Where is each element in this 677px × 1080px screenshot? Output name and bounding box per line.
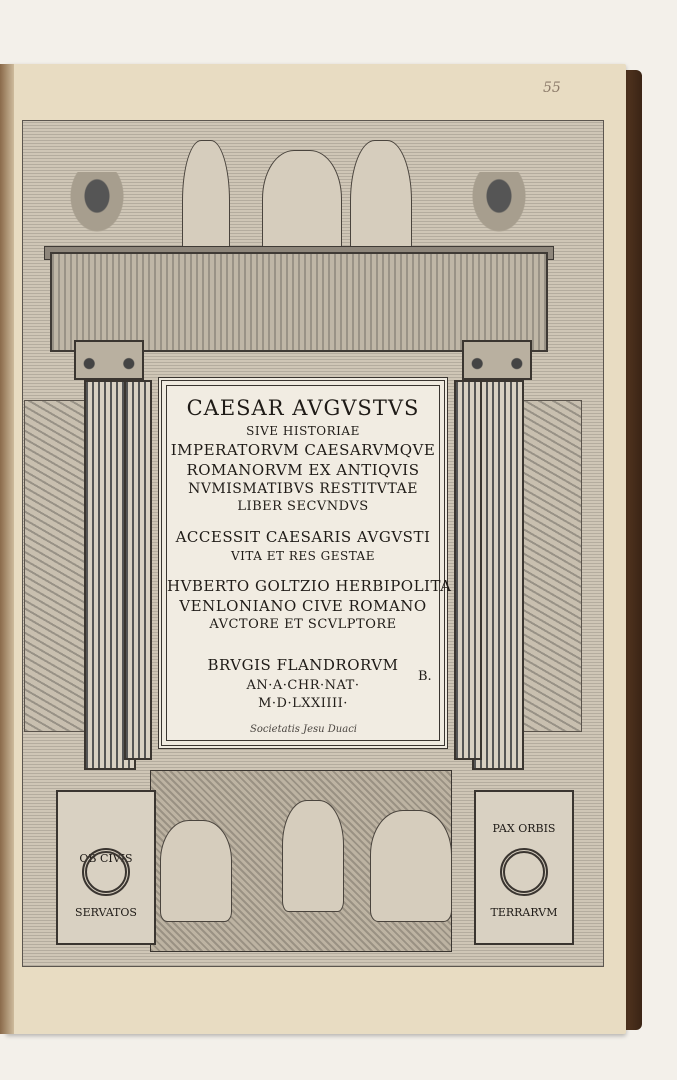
title-line: LIBER SECVNDVS [237, 499, 369, 514]
right-eagle-icon [472, 172, 526, 232]
central-figure [282, 800, 344, 912]
right-column-capital [462, 340, 532, 380]
title-line: VITA ET RES GESTAE [231, 549, 375, 563]
title-cartouche [166, 385, 452, 741]
left-pedestal-bottom-text: SERVATOS [75, 906, 137, 919]
reclining-figure-left [160, 820, 232, 922]
right-pedestal-bottom-text: TERRARVM [490, 906, 558, 919]
oak-wreath-icon [82, 848, 130, 896]
imprint-year-line: AN·A·CHR·NAT· [246, 678, 360, 693]
left-arms-trophy [24, 400, 86, 732]
left-pilaster [124, 380, 152, 760]
imprint-date: M·D·LXXIIII· [258, 696, 348, 711]
title-line: NVMISMATIBVS RESTITVTAE [188, 481, 418, 497]
provenance-inscription: Societatis Jesu Duaci [250, 724, 357, 735]
title-line: SIVE HISTORIAE [246, 424, 360, 438]
right-pilaster [454, 380, 482, 760]
left-pedestal-top-text: OB CIVIS [79, 852, 133, 865]
title-line: VENLONIANO CIVE ROMANO [179, 597, 427, 615]
title-line: HVBERTO GOLTZIO HERBIPOLITA [167, 577, 452, 595]
signature-mark: B. [418, 669, 432, 684]
right-pedestal-top-text: PAX ORBIS [492, 822, 556, 835]
title-line: ROMANORVM EX ANTIQVIS [186, 461, 420, 479]
left-column-capital [74, 340, 144, 380]
entablature [50, 252, 548, 352]
handwritten-shelfmark: 55 [543, 80, 561, 96]
title-line: IMPERATORVM CAESARVMQVE [170, 441, 436, 459]
title-line: AVCTORE ET SCVLPTORE [209, 617, 397, 632]
laurel-wreath-icon [500, 848, 548, 896]
imprint-place: BRVGIS FLANDRORVM [207, 656, 399, 674]
right-arms-trophy [520, 400, 582, 732]
page-gutter [0, 64, 14, 1034]
left-eagle-icon [70, 172, 124, 232]
title-line: ACCESSIT CAESARIS AVGVSTI [175, 528, 431, 546]
reclining-figure-right [370, 810, 452, 922]
title-line: CAESAR AVGVSTVS [186, 396, 420, 420]
